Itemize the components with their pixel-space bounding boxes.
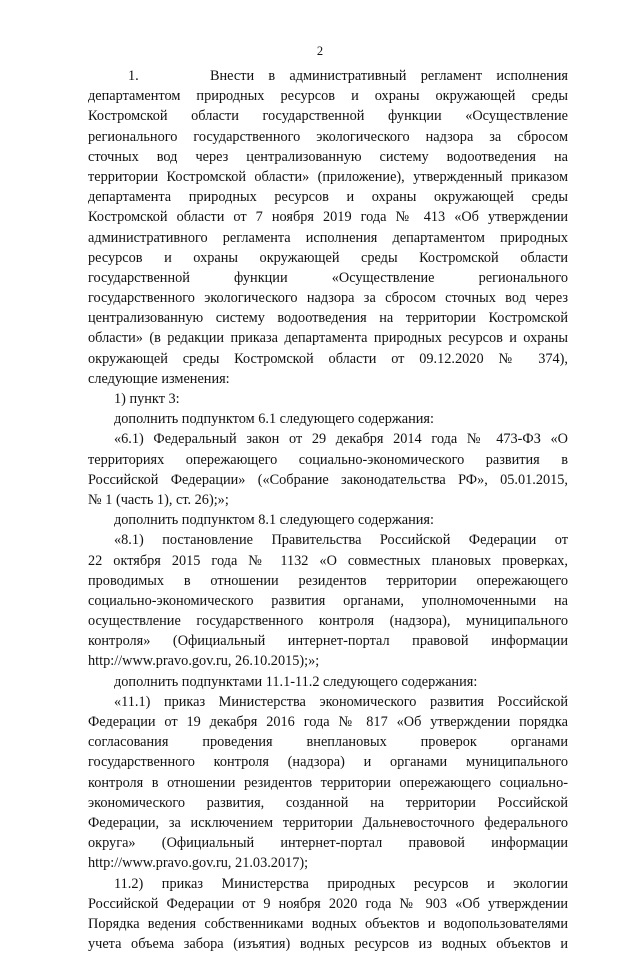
text-line: департамента природных ресурсов и охраны окружающей среды: [88, 189, 568, 206]
text-line: Российской Федерации от 9 ноября 2020 года № 903 «Об утверждении: [88, 895, 568, 912]
text-line: Федерации, за исключением территории Дальневосточного федерального: [88, 814, 568, 831]
text-line: Российской Федерации» («Собрание законодательства РФ», 05.01.2015,: [88, 471, 568, 488]
text-line: 22 октября 2015 года № 1132 «О совместных плановых проверках,: [88, 552, 568, 569]
document-body: [88, 66, 568, 954]
text-line: дополнить подпунктом 8.1 следующего содержания:: [114, 512, 434, 529]
text-line: 1. Внести в административный регламент исполнения: [128, 68, 568, 84]
text-line: государственного контроля (надзора) и органами муниципального: [88, 754, 568, 771]
text-line: социально-экономического развития органами, уполномоченными на: [88, 592, 568, 609]
text-line: Костромской области от 7 ноября 2019 года № 413 «Об утверждении: [88, 209, 568, 226]
text-line: http://www.pravo.gov.ru, 21.03.2017);: [88, 855, 309, 872]
text-line: государственной функции «Осуществление регионального: [88, 269, 568, 286]
text-line: «11.1) приказ Министерства экономического развития Российской: [114, 693, 568, 710]
text-line: 11.2) приказ Министерства природных ресурсов и экологии: [114, 875, 568, 892]
text-line: регионального государственного экологического надзора за сбросом: [88, 128, 568, 145]
text-line: Порядка ведения собственниками водных объектов и водопользователями: [88, 915, 568, 932]
text-line: административного регламента исполнения департаментом природных: [88, 229, 568, 246]
text-line: http://www.pravo.gov.ru, 26.10.2015);»;: [88, 653, 320, 670]
text-line: государственного экологического надзора за сбросом сточных вод через: [88, 290, 568, 307]
text-line: № 1 (часть 1), ст. 26);»;: [88, 491, 229, 508]
text-line: департаментом природных ресурсов и охраны окружающей среды: [88, 88, 568, 105]
text-line: централизованную систему водоотведения на территории Костромской: [88, 310, 568, 327]
text-line: следующие изменения:: [88, 370, 230, 387]
text-line: Федерации от 19 декабря 2016 года № 817 «Об утверждении порядка: [88, 714, 568, 730]
text-line: Костромской области государственной функции «Осуществление: [88, 108, 568, 125]
text-line: согласования проведения внеплановых проверок органами: [88, 734, 568, 751]
text-line: ресурсов и охраны окружающей среды Костромской области: [88, 249, 568, 266]
text-line: контроля» (Официальный интернет-портал правовой информации: [88, 633, 568, 650]
text-line: проводимых в отношении резидентов территории опережающего: [88, 572, 568, 589]
page-number: 2: [316, 44, 324, 58]
text-line: сточных вод через централизованную систему водоотведения на: [88, 148, 568, 165]
text-line: округа» (Официальный интернет-портал правовой информации: [88, 835, 568, 852]
text-line: контроля в отношении резидентов территории опережающего социально-: [88, 774, 568, 791]
text-line: дополнить подпунктом 6.1 следующего содержания:: [114, 411, 434, 428]
text-line: территории Костромской области» (приложение), утвержденный приказом: [88, 168, 568, 185]
text-line: территориях опережающего социально-экономического развития в: [88, 451, 568, 468]
text-line: «8.1) постановление Правительства Российской Федерации от: [114, 532, 568, 549]
text-line: осуществление государственного контроля (надзора), муниципального: [88, 613, 568, 630]
text-line: экономического развития, созданной на территории Российской: [88, 794, 568, 811]
text-line: «6.1) Федеральный закон от 29 декабря 2014 года № 473-ФЗ «О: [114, 431, 568, 448]
text-line: 1) пункт 3:: [114, 391, 180, 407]
text-line: учета объема забора (изъятия) водных ресурсов из водных объектов и: [88, 936, 568, 953]
text-line: области» (в редакции приказа департамента природных ресурсов и охраны: [88, 330, 568, 347]
text-line: окружающей среды Костромской области от 09.12.2020 № 374),: [88, 350, 568, 367]
text-line: дополнить подпунктами 11.1-11.2 следующего содержания:: [114, 673, 478, 690]
